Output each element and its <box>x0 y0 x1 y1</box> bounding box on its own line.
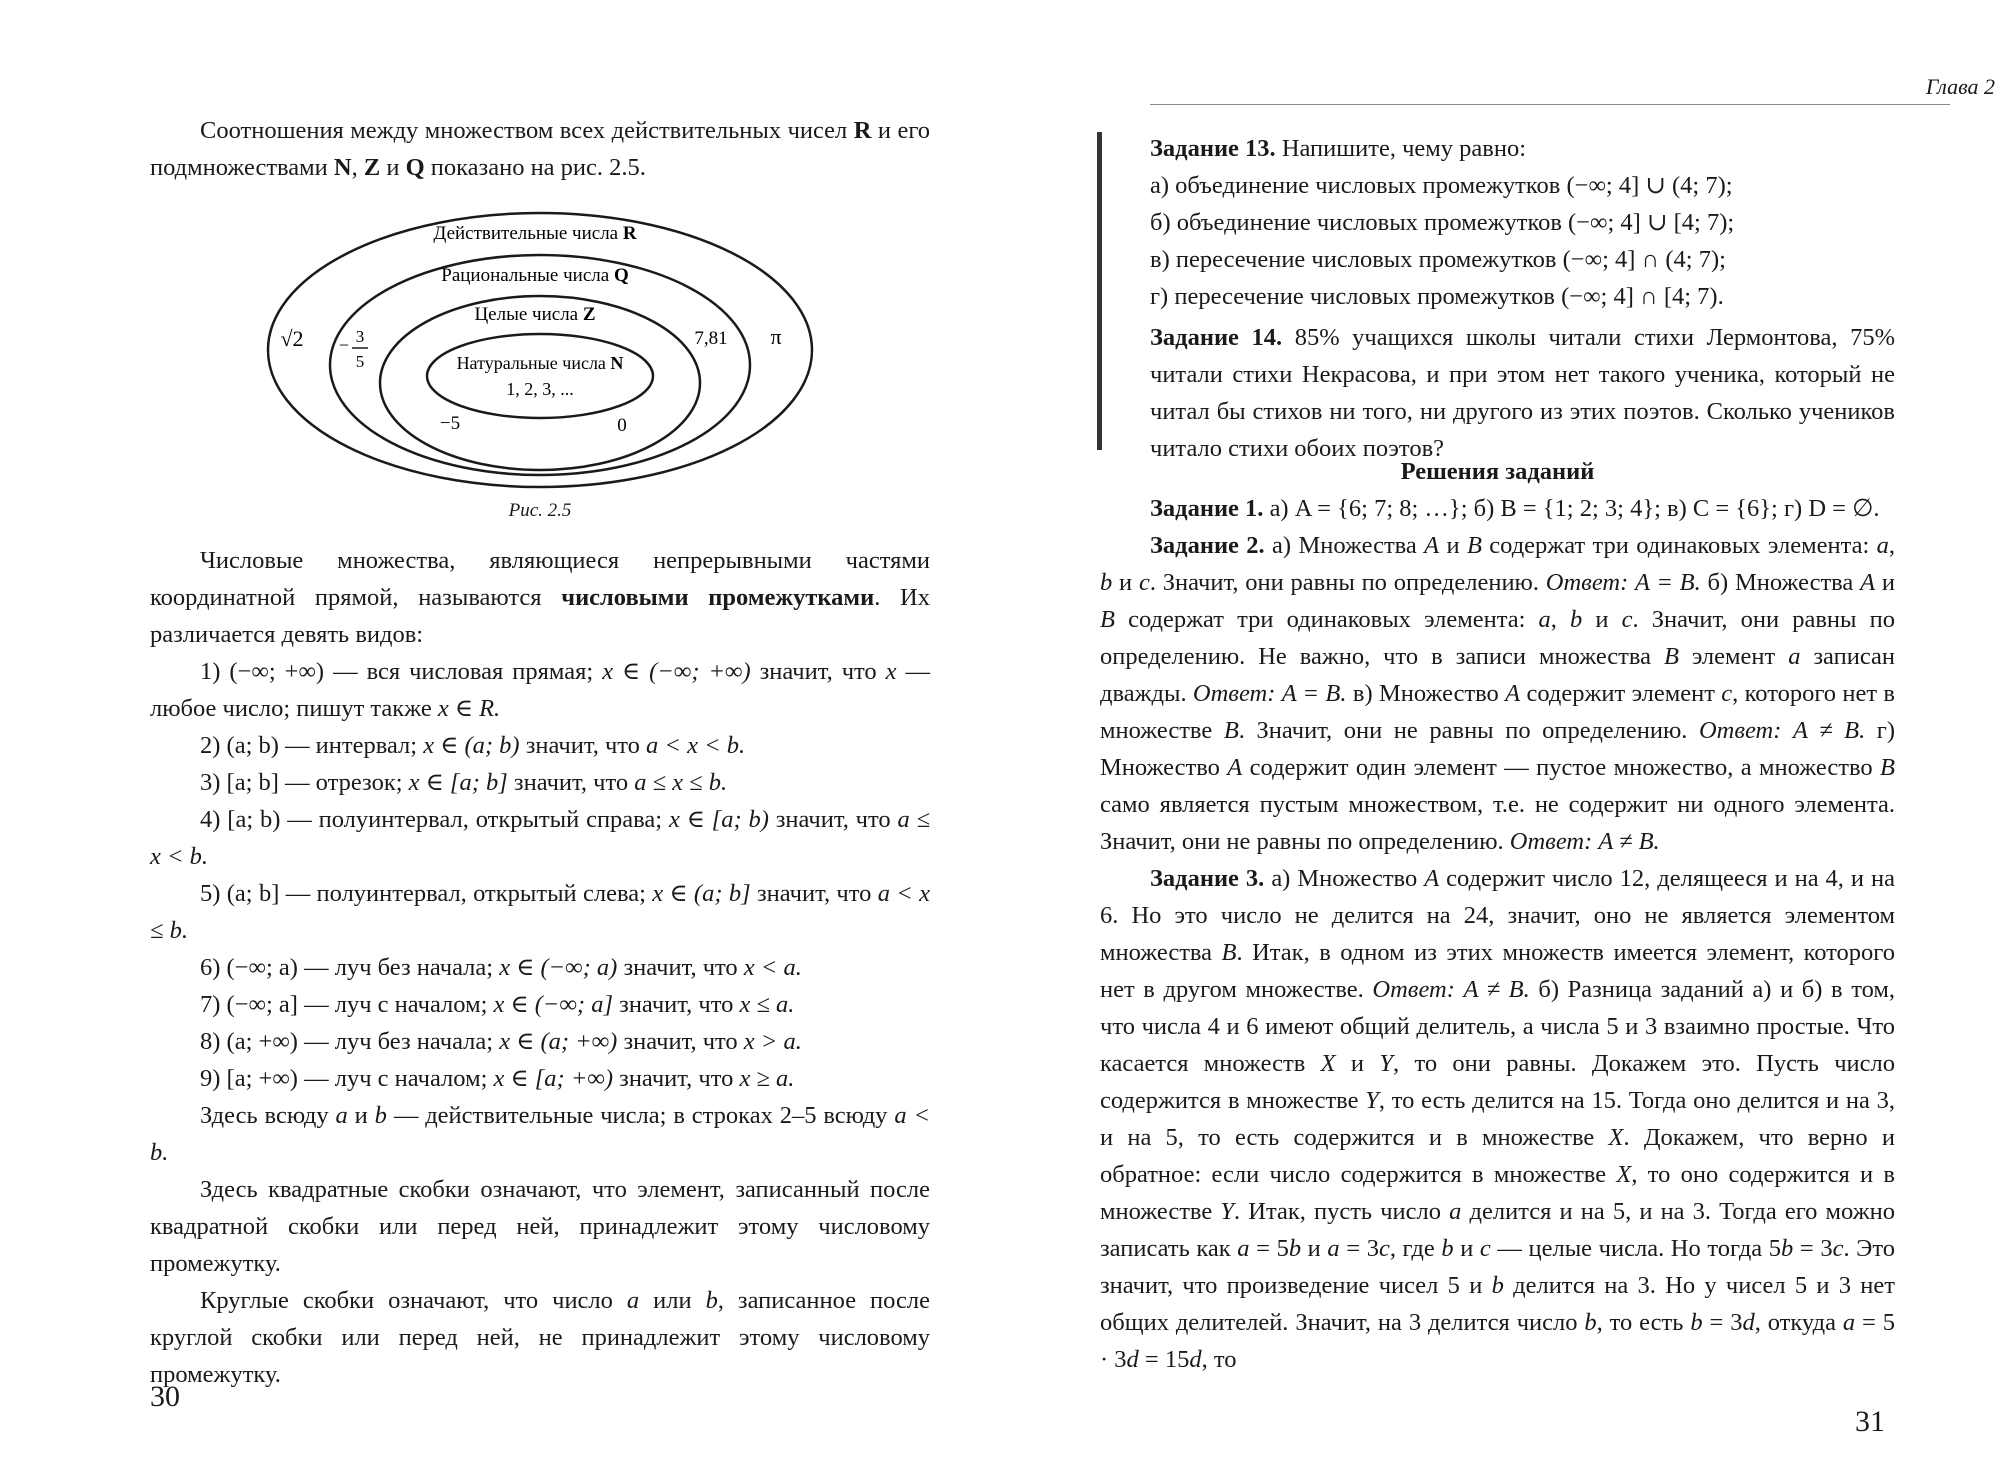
math-symbol: Y <box>1379 1050 1393 1077</box>
text-run: делится на 3. Но у чисел 5 и 3 нет общих делителей. Значит, на 3 делится число <box>1100 1272 1896 1336</box>
intervals-section <box>150 542 930 1393</box>
text-run: . Итак, пусть число <box>1234 1198 1450 1225</box>
text-run: . Итак, в одном из этих множеств имеется элемент, которого нет в другом множестве. <box>1100 939 1895 1003</box>
text-run: само является пустым множеством, т.е. не содержит ни одного элемента. Значит, они не равны по определению. <box>1100 791 1895 855</box>
text-run: = 5 <box>1249 1235 1289 1262</box>
paragraph-note-ab: Здесь всюду a и b — действительные числа; в строках 2–5 всюду a < b. <box>150 1102 931 1166</box>
fraction-minus: − <box>338 335 350 355</box>
math-symbol: a <box>1842 1309 1856 1336</box>
header-rule <box>1150 104 1950 105</box>
list-item: 5) (a; b] — полуинтервал, открытый слева; x ∈ (a; b] значит, что a < x ≤ b. <box>150 880 931 944</box>
text-run: , то есть <box>1596 1309 1691 1336</box>
list-item: 7) (−∞; a] — луч с началом; x ∈ (−∞; a] значит, что x ≤ a. <box>200 991 795 1018</box>
paragraph-intervals-intro: Числовые множества, являющиеся непрерывными частями координатной прямой, называются числовыми промежутками. Их различается девять видов: <box>150 547 930 648</box>
math-symbol: Ответ: A ≠ B. <box>1509 828 1660 855</box>
label-natural: Натуральные числа N <box>456 353 624 373</box>
math-symbol: b <box>1584 1309 1597 1336</box>
text-run: и <box>1439 532 1467 559</box>
text-run: содержат три одинаковых элемента: <box>1114 606 1539 633</box>
text-run: и <box>1582 606 1622 633</box>
right-page <box>1000 0 2000 1482</box>
math-symbol: A <box>1424 865 1440 892</box>
math-symbol: X <box>1320 1050 1336 1077</box>
math-symbol: Ответ: A = B. <box>1545 569 1701 596</box>
math-symbol: A <box>1505 680 1521 707</box>
text-run: и <box>1875 569 1895 596</box>
text-run: содержит один элемент — пустое множество, а множество <box>1242 754 1881 781</box>
paragraph-round-brackets: Круглые скобки означают, что число a или b, записанное после круглой скобки или перед ней, не принадлежит этому числовому промежутку. <box>150 1287 931 1388</box>
math-symbol: A <box>1860 569 1876 596</box>
math-symbol: Ответ: A ≠ B. <box>1372 976 1530 1003</box>
math-symbol: a <box>1449 1198 1462 1225</box>
math-symbol: a <box>1237 1235 1250 1262</box>
math-symbol: d <box>1126 1346 1139 1373</box>
chapter-header: Глава 2 <box>1925 74 1995 99</box>
solution-3: Задание 3. а) Множество A содержит число 12, делящееся и на 4, и на 6. Но это число не делится на 24, значит, оно не является элементом множества B. Итак, в одном из этих множеств имеется элемент, которого нет в другом множестве. Ответ: A ≠ B. б) Разница заданий а) и б) в том, что числа 4 и 6 имеют общий делитель, а числа 5 и 3 взаимно простые. Что касается множеств X и Y, то они равны. Докажем это. Пусть число содержится в множестве Y, то есть делится на 15. Тогда оно делится и на 3, и на 5, то есть содержится и в множестве X. Докажем, что верно и обратное: если число содержится в множестве X, то оно содержится и в множестве Y. Итак, пусть число a делится и на 5, и на 3. Тогда его можно записать как a = 5b и a = 3c, где b и c — целые числа. Но тогда 5b = 3c. Это значит, что произведение чисел 5 и b делится на 3. Но у чисел 5 и 3 нет общих делителей. Значит, на 3 делится число b, то есть b = 3d, откуда a = 5 · 3d = 15d, то <box>1100 865 1896 1373</box>
label-rational: Рациональные числа Q <box>441 265 629 286</box>
task-13-item: г) пересечение числовых промежутков (−∞; 4] ∩ [4; 7). <box>1150 283 1724 310</box>
text-run: = 3 <box>1793 1235 1833 1262</box>
math-symbol: B <box>1100 606 1115 633</box>
zero-label: 0 <box>617 415 627 436</box>
math-symbol: X <box>1608 1124 1624 1151</box>
text-run: и <box>1112 569 1139 596</box>
text-run: содержит число 12, делящееся и на 4, и на 6. Но это число не делится на 24, значит, оно не является элементом множества <box>1100 865 1896 966</box>
page-number-right: 31 <box>1855 1405 1885 1438</box>
text-run: — целые числа. Но тогда 5 <box>1490 1235 1782 1262</box>
list-item: 9) [a; +∞) — луч с началом; x ∈ [a; +∞) значит, что x ≥ a. <box>200 1065 795 1092</box>
math-symbol: c <box>1721 680 1733 707</box>
math-symbol: c <box>1138 569 1150 596</box>
text-run: = 3 <box>1339 1235 1379 1262</box>
task-13-item: а) объединение числовых промежутков (−∞; 4] ∪ (4; 7); <box>1150 172 1733 199</box>
math-symbol: A <box>1227 754 1243 781</box>
page-number-left: 30 <box>150 1380 180 1413</box>
math-symbol: b <box>1100 569 1113 596</box>
text-run: . Значит, они равны по определению. Не важно, что в записи множества <box>1100 606 1895 670</box>
math-symbol: b <box>1781 1235 1794 1262</box>
math-symbol: Ответ: A ≠ B. <box>1698 717 1866 744</box>
text-run: , то есть делится на 15. Тогда оно делится и на 3, и на 5, то есть содержится и в множестве <box>1100 1087 1895 1151</box>
text-run: , <box>1888 532 1896 559</box>
paragraph-square-brackets: Здесь квадратные скобки означают, что элемент, записанный после квадратной скобки или перед ней, принадлежит этому числовому промежутку. <box>150 1176 930 1277</box>
text-run: . Значит, они равны по определению. <box>1149 569 1546 596</box>
text-run: = 15 <box>1138 1346 1190 1373</box>
fraction-denominator: 5 <box>355 352 365 371</box>
text-run: . Это значит, что произведение чисел 5 и <box>1100 1235 1895 1299</box>
task-margin-bar <box>1097 132 1102 450</box>
text-run: элемент <box>1678 643 1789 670</box>
text-run: , которого нет в множестве <box>1100 680 1896 744</box>
list-item: 8) (a; +∞) — луч без начала; x ∈ (a; +∞) значит, что x > a. <box>200 1028 802 1055</box>
math-symbol: B <box>1221 939 1237 966</box>
math-symbol: A <box>1424 532 1440 559</box>
solutions-title: Решения заданий <box>1400 458 1595 485</box>
label-integer: Целые числа Z <box>474 304 596 325</box>
math-symbol: c <box>1479 1235 1491 1262</box>
text-run: содержит элемент <box>1520 680 1722 707</box>
task-14: Задание 14. 85% учащихся школы читали стихи Лермонтова, 75% читали стихи Некрасова, и при этом нет такого ученика, который не читал бы стихов ни того, ни другого из этих поэтов. Сколько учеников читало стихи обоих поэтов? <box>1150 324 1895 462</box>
text-run: и <box>1453 1235 1480 1262</box>
math-symbol: a <box>1876 532 1889 559</box>
math-symbol: b <box>1570 606 1583 633</box>
decimal-label: 7,81 <box>694 328 728 349</box>
tasks-block <box>1150 130 1895 467</box>
intro-paragraph: Соотношения между множеством всех действительных чисел R и его подмножествами N, Z и Q показано на рис. 2.5. <box>150 117 931 181</box>
text-run: . Значит, они не равны по определению. <box>1238 717 1699 744</box>
sqrt2-label: √2 <box>280 326 304 351</box>
text-run: , где <box>1389 1235 1442 1262</box>
math-symbol: b <box>1690 1309 1703 1336</box>
text-run: г) Множество <box>1100 717 1895 781</box>
math-symbol: Ответ: A = B. <box>1192 680 1347 707</box>
math-symbol: a <box>1327 1235 1340 1262</box>
math-symbol: B <box>1880 754 1895 781</box>
list-item: 6) (−∞; a) — луч без начала; x ∈ (−∞; a) значит, что x < a. <box>200 954 802 981</box>
text-run: и <box>1301 1235 1328 1262</box>
text-run: , то оно содержится и в множестве <box>1100 1161 1895 1225</box>
text-run: , откуда <box>1754 1309 1843 1336</box>
text-run: = 3 <box>1702 1309 1743 1336</box>
math-symbol: Y <box>1365 1087 1379 1114</box>
task-13: Задание 13. Напишите, чему равно: <box>1150 135 1527 162</box>
task-13-item: б) объединение числовых промежутков (−∞; 4] ∪ [4; 7); <box>1150 209 1735 236</box>
list-item: 2) (a; b) — интервал; x ∈ (a; b) значит, что a < x < b. <box>200 732 746 759</box>
list-item: 4) [a; b) — полуинтервал, открытый справа; x ∈ [a; b) значит, что a ≤ x < b. <box>150 806 931 870</box>
math-symbol: d <box>1742 1309 1755 1336</box>
text-run: делится и на 5, и на 3. Тогда его можно записать как <box>1100 1198 1895 1262</box>
math-symbol: B <box>1223 717 1239 744</box>
text-run: = 5 · 3 <box>1100 1309 1895 1373</box>
text-run: а) Множество <box>1271 865 1425 892</box>
figure-caption: Рис. 2.5 <box>508 500 572 521</box>
number-sets-diagram <box>260 205 820 490</box>
math-symbol: b <box>1288 1235 1302 1262</box>
fraction-numerator: 3 <box>355 327 365 346</box>
text-run: б) Множества <box>1700 569 1861 596</box>
math-symbol: B <box>1466 532 1482 559</box>
neg5-label: −5 <box>439 413 461 434</box>
text-run: , то <box>1201 1346 1237 1373</box>
list-item: 1) (−∞; +∞) — вся числовая прямая; x ∈ (−∞; +∞) значит, что x — любое число; пишут также x ∈ R. <box>150 658 930 722</box>
math-symbol: a <box>1788 643 1801 670</box>
task-13-item: в) пересечение числовых промежутков (−∞; 4] ∩ (4; 7); <box>1150 246 1726 273</box>
text-run: . Докажем, что верно и обратное: если число содержится в множестве <box>1100 1124 1895 1188</box>
text-run: , то они равны. Докажем это. Пусть число содержится в множестве <box>1100 1050 1895 1114</box>
math-symbol: Y <box>1220 1198 1234 1225</box>
math-symbol: c <box>1832 1235 1844 1262</box>
solutions-block <box>1100 453 1895 1378</box>
natural-values: 1, 2, 3, ... <box>506 379 574 399</box>
math-symbol: b <box>1491 1272 1504 1299</box>
text-run: записан дважды. <box>1100 643 1895 707</box>
solution-1: Задание 1. а) A = {6; 7; 8; …}; б) B = {1; 2; 3; 4}; в) C = {6}; г) D = ∅. <box>1150 495 1880 522</box>
text-run: б) Разница заданий а) и б) в том, что числа 4 и 6 имеют общий делитель, а числа 5 и 3 взаимно простые. Что касается множеств <box>1100 976 1896 1077</box>
label-real: Действительные числа R <box>433 223 637 244</box>
text-run: содержат три одинаковых элемента: <box>1481 532 1877 559</box>
text-run: , <box>1550 606 1571 633</box>
text-run: в) Множество <box>1346 680 1506 707</box>
math-symbol: B <box>1663 643 1679 670</box>
math-symbol: X <box>1616 1161 1632 1188</box>
solution-2: Задание 2. а) Множества A и B содержат три одинаковых элемента: a, b и c. Значит, они равны по определению. Ответ: A = B. б) Множества A и B содержат три одинаковых элемента: a, b и c. Значит, они равны по определению. Не важно, что в записи множества B элемент a записан дважды. Ответ: A = B. в) Множество A содержит элемент c, которого нет в множестве B. Значит, они не равны по определению. Ответ: A ≠ B. г) Множество A содержит один элемент — пустое множество, а множество B само является пустым множеством, т.е. не содержит ни одного элемента. Значит, они не равны по определению. Ответ: A ≠ B. <box>1100 532 1896 855</box>
math-symbol: a <box>1538 606 1551 633</box>
text-run: а) Множества <box>1272 532 1425 559</box>
math-symbol: c <box>1378 1235 1390 1262</box>
math-symbol: b <box>1441 1235 1454 1262</box>
natural-numbers-ellipse <box>427 334 653 418</box>
pi-label: π <box>770 324 782 349</box>
math-symbol: c <box>1621 606 1633 633</box>
list-item: 3) [a; b] — отрезок; x ∈ [a; b] значит, что a ≤ x ≤ b. <box>200 769 728 796</box>
text-run: и <box>1335 1050 1380 1077</box>
math-symbol: d <box>1189 1346 1202 1373</box>
